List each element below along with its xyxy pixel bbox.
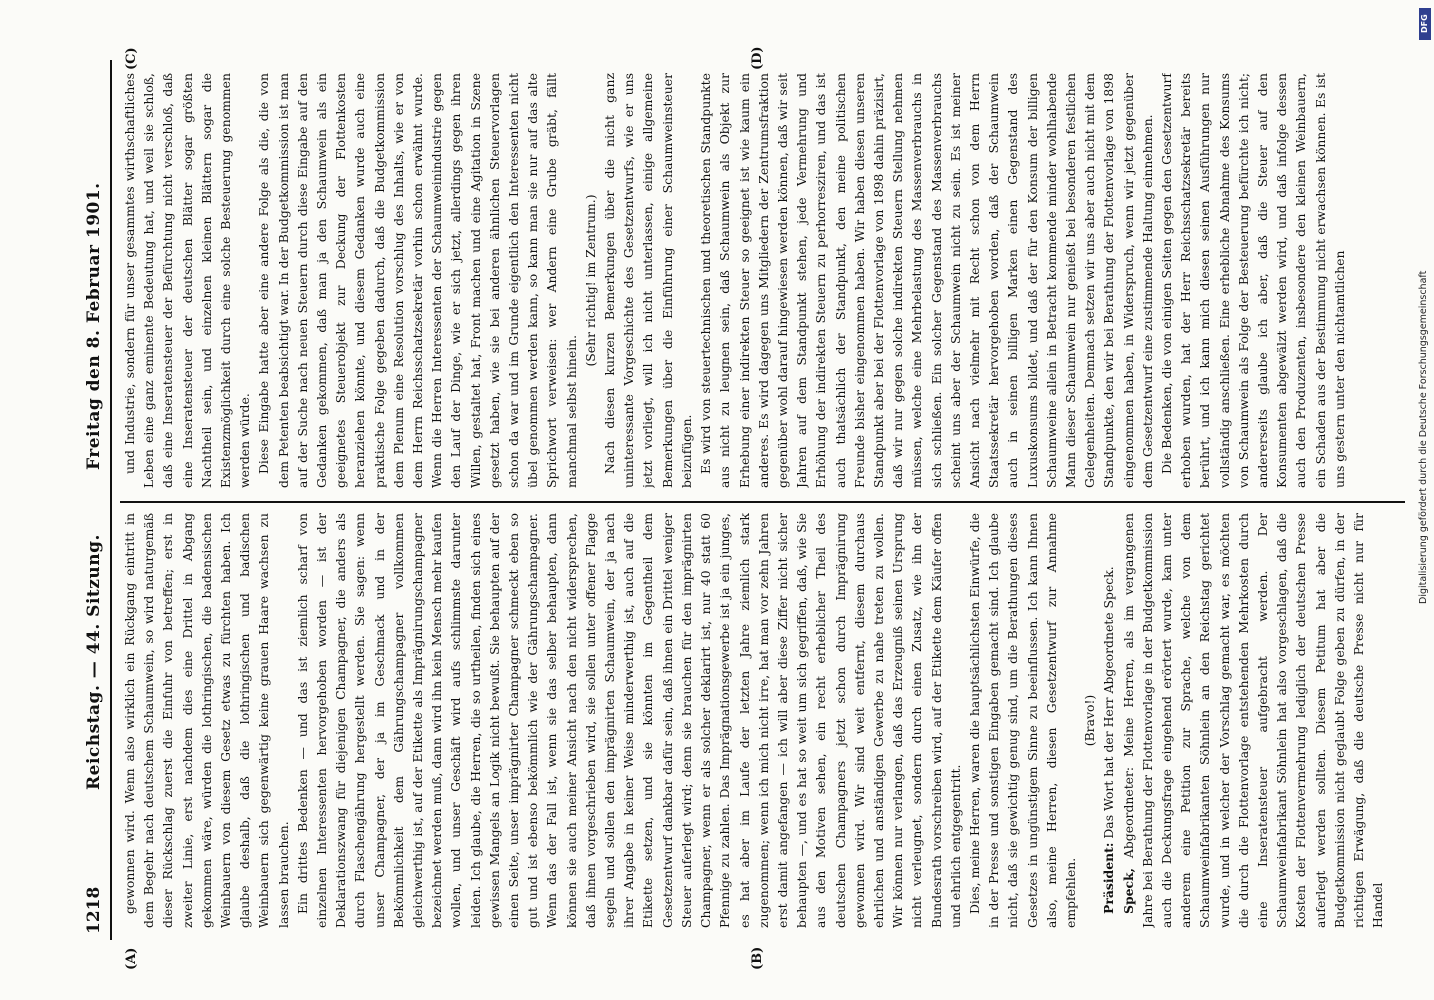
applause-note: (Bravo!)	[1082, 694, 1098, 747]
paragraph: Die Bedenken, die von einigen Seiten gegen den Gesetzentwurf erhoben wurden, hat der Herr Reichsschatzsekretär bereits berührt, und ich kann mich diesen seinen Ausführungen nur vollständig anschließen. Eine erhebliche Abnahme des Konsums von Schaumwein als Folge der Besteuerung befürchte ich nicht; andererseits glaube ich aber, daß die Steuer auf den Konsumenten abgewälzt werden wird, und daß infolge dessen auch den Produzenten, insbesondere den kleinen Weinbauern, ein Schaden aus der Bestimmung nicht erwachsen können. Es ist uns gestern unter den nichtamtlichen	[1158, 73, 1347, 488]
rotated-page-content	[80, 46, 1420, 970]
column-divider	[120, 501, 1405, 503]
page-number: 1218	[84, 886, 104, 934]
margin-marker-d: (D)	[750, 46, 765, 70]
paragraph: Dies, meine Herren, waren die hauptsächlichsten Einwürfe, die in der Presse und sonstigen Eingaben gemacht sind. Ich glaube nicht, daß sie gewichtig genug sind, um die Berathungen dieses Gesetzes in ungünstigem Sinne zu beeinflussen. Ich kann Ihnen also, meine Herren, diesen Gesetzentwurf zur Annahme empfehlen.	[966, 513, 1078, 928]
speech-text: Das Wort hat der Herr Abgeordnete Speck.	[1101, 566, 1117, 839]
margin-marker-a: (A)	[124, 947, 139, 970]
paragraph: und Industrie, sondern für unser gesammtes wirthschaftliches Leben eine ganz eminente Bedeutung hat, und weil sie schloß, daß eine Inseratensteuer der Befürchtung nicht verschloß, daß eine Inseratensteuer der deutschen Blätter sogar größten Nachtheil sein, und einzelnen kleinen Blättern sogar die Existenzmöglichkeit durch eine solche Besteuerung genommen werden würde.	[122, 73, 253, 488]
right-text-column	[120, 73, 1405, 488]
margin-marker-c: (C)	[124, 47, 139, 70]
page-header	[80, 60, 116, 940]
left-text-column	[120, 513, 1405, 928]
paragraph: Es wird von steuertechnischen und theoretischen Standpunkte aus nicht zu leugnen sein, daß Schaumwein als Objekt zur Erhebung einer indirekten Steuer so geeignet ist wie kaum ein anderes. Es wird dagegen uns Mitgliedern der Zentrumsfraktion gegenüber wohl darauf hingewiesen werden können, daß wir seit Jahren auf dem Standpunkt stehen, jede Vermehrung und Erhöhung der indirekten Steuern zu perhorresziren, und das ist auch thatsächlich der Standpunkt, den meine politischen Freunde bisher eingenommen haben. Wir haben diesen unseren Standpunkt aber bei der Flottenvorlage von 1898 dahin präzisirt, daß wir nur gegen solche indirekten Steuern Stellung nehmen müssen, welche eine Mehrbelastung des Massenverbrauchs in sich schließen. Ein solcher Gegenstand des Massenverbrauchs scheint uns aber der Schaumwein nicht zu sein. Es ist meiner Ansicht nach vielmehr mit Recht schon von dem Herrn Staatssekretär hervorgehoben worden, daß der Schaumwein auch in seinen billigen Marken einen Gegenstand des Luxuskonsums bildet, und daß der für den Konsum der billigen Schaumweine allein in Betracht kommende minder wohlhabende Mann dieser Schaumwein nur genießt bei besonderen festlichen Gelegenheiten. Demnach setzen wir uns aber auch nicht mit dem Standpunkte, den wir bei Berathung der Flottenvorlage von 1898 eingenommen haben, in Widerspruch, wenn wir jetzt gegenüber dem Gesetzentwurf eine zustimmende Haltung einnehmen.	[698, 73, 1155, 488]
session-date: Freitag den 8. Februar 1901.	[84, 182, 104, 470]
paragraph: gewonnen wird. Wenn also wirklich ein Rückgang eintritt in dem Begehr nach deutschem Schaumwein, so wird naturgemäß dieser Rückschlag zuerst die Einfuhr von betreffen; erst in zweiter Linie, erst nachdem dies eine Drittel in Abgang gekommen wäre, würden die lothringischen, die badensischen Weinbauern von diesem Gesetz etwas zu fürchten haben. Ich glaube deshalb, daß die lothringischen und badischen Weinbauern sich gegenwärtig keine grauen Haare wachsen zu lassen brauchen.	[122, 513, 291, 928]
speaker-label: Präsident:	[1101, 842, 1117, 914]
president-paragraph	[1099, 513, 1118, 928]
funding-credit	[1418, 8, 1432, 992]
paragraph: Nach diesen kurzen Bemerkungen über die nicht ganz uninteressante Vorgeschichte des Gesetzentwurfs, wie er uns jetzt vorliegt, will ich nicht unterlassen, einige allgemeine Bemerkungen über die Einführung einer Schaumweinsteuer beizufügen.	[602, 73, 694, 488]
margin-marker-b: (B)	[750, 946, 765, 970]
speech-text: Abgeordneter: Meine Herren, als im vergangenen Jahre bei Berathung der Flottenvorlage in der Budgetkommission auch die Deckungsfrage eingehend erörtert wurde, kam unter anderem eine Petition zur Sprache, welche von dem Schaumweinfabrikanten Söhnlein an den Reichstag gerichtet wurde, und in welcher der Vorschlag gemacht war, es möchten die durch die Flottenvorlage entstehenden Mehrkosten durch eine Inseratensteuer aufgebracht werden. Der Schaumweinfabrikant Söhnlein hat also vorgeschlagen, daß die Kosten der Flottenvermehrung lediglich der deutschen Presse auferlegt werden sollten. Diesem Petitum hat aber die Budgetkommission nicht geglaubt Folge geben zu dürfen, in der richtigen Erwägung, daß die deutsche Presse nicht nur für Handel	[1120, 513, 1386, 928]
speck-paragraph	[1119, 513, 1388, 928]
dfg-logo-icon: DFG	[1419, 8, 1431, 40]
interjection: (Sehr richtig! im Zentrum.)	[582, 194, 598, 367]
credit-text: Digitalisierung gefördert durch die Deutsche Forschungsgemeinschaft	[1418, 270, 1429, 604]
paragraph: Ein drittes Bedenken — und das ist ziemlich scharf von einzelnen Interessenten hervorgehoben worden — ist der Deklarationszwang für diejenigen Champagner, die anders als durch Flaschengährung hergestellt werden. Sie sagen: wenn unser Champagner, der ja im Geschmack und in der Bekömmlichkeit dem Gährungschampagner vollkommen gleichwerthig ist, auf der Etikette als Imprägnirungschampagner bezeichnet werden muß, dann wird ihn kein Mensch mehr kaufen wollen, und unser Geschäft wird aufs schlimmste darunter leiden. Ich glaube, die Herren, die so urtheilen, finden sich eines gewissen Mangels an Logik nicht bewußt. Sie behaupten auf der einen Seite, unser imprägnirter Champagner schmeckt eben so gut und ist ebenso bekömmlich wie der Gährungschampagner. Wenn das der Fall ist, wenn sie das selber behaupten, dann können sie auch meiner Ansicht nach den nicht widersprechen, daß ihnen vorgeschrieben wird, sie sollen unter offener Flagge segeln und sollen den imprägnirten Schaumwein, der ja nach ihrer Angabe in keiner Weise minderwerthig ist, auch auf die Etikette setzen, und sie könnten im Gegentheil dem Gesetzentwurf dankbar dafür sein, daß ihnen ein Drittel weniger Steuer auferlegt wird; denn sie brauchen für den imprägnirten Champagner, wenn er als solcher deklarirt ist, nur 40 statt 60 Pfennige zu zahlen. Das Imprägnationsgewerbe ist ja ein junges, es hat aber im Laufe der letzten Jahre ziemlich stark zugenommen; wenn ich mich nicht irre, hat man vor zehn Jahren erst damit angefangen — ich will aber diese Ziffer nicht sicher behaupten —, und es hat so weit um sich gegriffen, daß, wie Sie aus den Motiven sehen, ein recht erheblicher Theil des deutschen Champagners jetzt schon durch Imprägnirung gewonnen wird. Wir sind weit entfernt, diesem durchaus ehrlichen und anständigen Gewerbe zu nahe treten zu wollen. Wir können nur verlangen, daß das Erzeugniß seinen Ursprung nicht verleugnet, sondern durch einen Zusatz, wie ihn der Bundesrath vorschreiben wird, auf der Etikette dem Käufer offen und ehrlich entgegentritt.	[294, 513, 963, 928]
session-title: Reichstag. — 44. Sitzung.	[84, 534, 104, 790]
paragraph: Diese Eingabe hatte aber eine andere Folge als die, die von dem Petenten beabsichtigt war. In der Budgetkommission ist man auf der Suche nach neuen Steuern durch diese Eingabe auf den Gedanken gekommen, daß man ja den Schaumwein als ein geeignetes Steuerobjekt zur Deckung der Flottenkosten heranziehen könnte, und diesem Gedanken wurde auch eine praktische Folge gegeben dadurch, daß die Budgetkommission dem Plenum eine Resolution vorschlug des Inhalts, wie er von dem Herrn Reichsschatzsekretär vorhin schon erwähnt wurde. Wenn die Herren Interessenten der Schaumweinindustrie gegen den Lauf der Dinge, wie er sich jetzt, allerdings gegen ihren Willen, gestaltet hat, Front machen und eine Agitation in Szene gesetzt haben, wie sie bei anderen ähnlichen Steuervorlagen schon da war und im Grunde eigentlich den Interessenten nicht übel genommen werden kann, so kann man sie nur auf das alte Sprichwort verweisen: wer Andern eine Grube gräbt, fällt manchmal selbst hinein.	[256, 73, 579, 488]
header-rule	[110, 60, 112, 940]
speaker-label: Speck,	[1120, 868, 1136, 914]
